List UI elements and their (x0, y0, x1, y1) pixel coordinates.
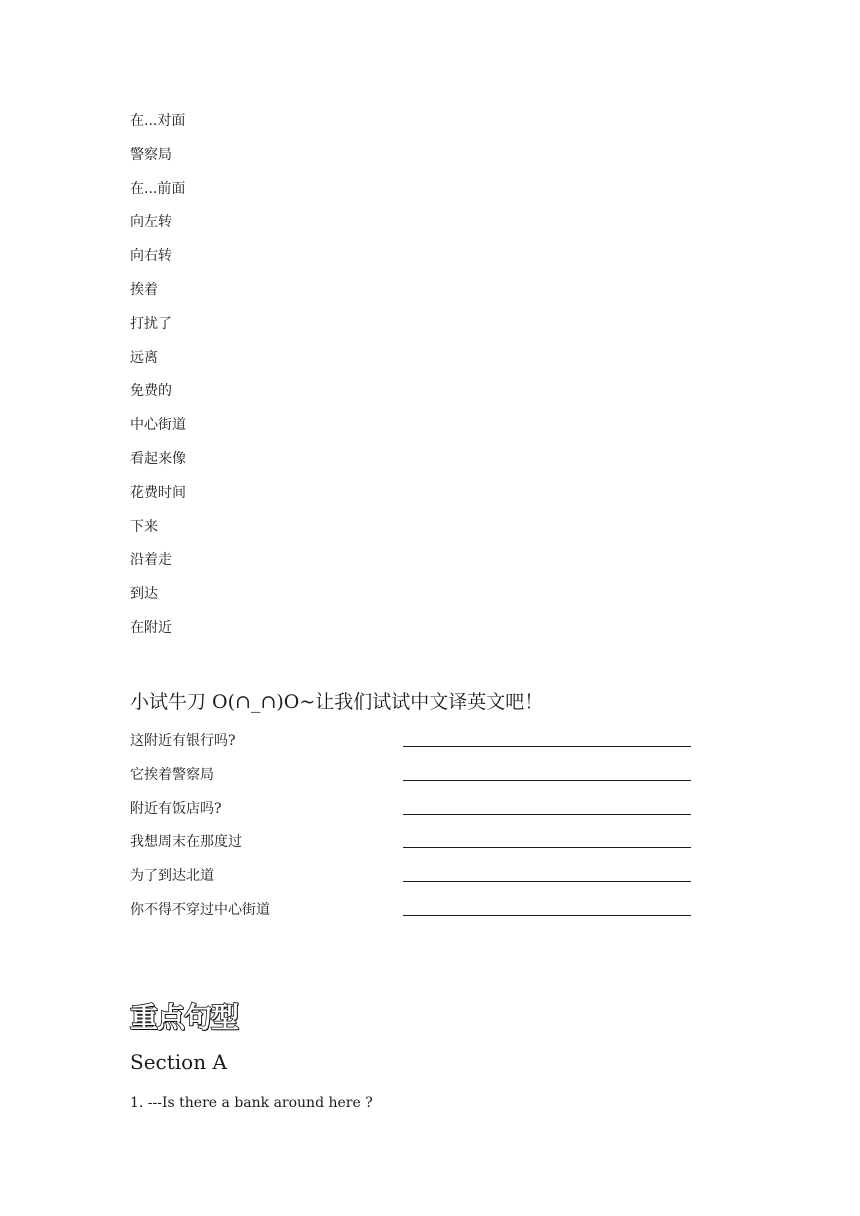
answer-blank[interactable] (403, 746, 691, 747)
answer-blank[interactable] (403, 780, 691, 781)
vocab-item: 在...前面 (130, 180, 186, 197)
practice-item (130, 731, 730, 765)
answer-blank[interactable] (403, 847, 691, 848)
practice-prompt: 它挨着警察局 (130, 766, 214, 783)
vocab-item: 下来 (130, 518, 158, 535)
practice-item (130, 765, 730, 799)
answer-blank[interactable] (403, 814, 691, 815)
practice-item (130, 866, 730, 900)
practice-prompt: 附近有饭店吗? (130, 800, 222, 817)
vocab-item: 中心街道 (130, 417, 186, 434)
vocab-item: 沿着走 (130, 552, 172, 569)
practice-prompt: 这附近有银行吗? (130, 733, 236, 749)
vocab-item: 远离 (130, 349, 158, 366)
vocabulary-list (130, 111, 186, 652)
vocab-item: 花费时间 (130, 484, 186, 501)
vocab-item: 向右转 (130, 248, 172, 265)
practice-item (130, 832, 730, 866)
practice-list (130, 731, 730, 934)
practice-title: 小试牛刀 O(∩_∩)O~让我们试试中文译英文吧！ (130, 691, 544, 713)
answer-blank[interactable] (403, 881, 691, 882)
vocab-item: 到达 (130, 586, 158, 603)
key-sentences-heading: 重点句型 (130, 1001, 239, 1034)
answer-blank[interactable] (403, 915, 691, 916)
practice-prompt: 你不得不穿过中心街道 (130, 901, 270, 918)
vocab-item: 向左转 (130, 214, 172, 231)
key-sentence: 1. ---Is there a bank around here ? (130, 1095, 373, 1111)
vocab-item: 在...对面 (130, 113, 186, 129)
vocab-item: 挨着 (130, 281, 158, 298)
vocab-item: 免费的 (130, 383, 172, 400)
vocab-item: 看起来像 (130, 450, 186, 467)
vocab-item: 打扰了 (130, 315, 172, 332)
practice-prompt: 为了到达北道 (130, 868, 214, 885)
vocab-item: 警察局 (130, 146, 172, 163)
practice-item (130, 799, 730, 833)
practice-item (130, 900, 730, 934)
section-heading: Section A (130, 1050, 227, 1074)
practice-prompt: 我想周末在那度过 (130, 834, 242, 851)
vocab-item: 在附近 (130, 619, 172, 636)
